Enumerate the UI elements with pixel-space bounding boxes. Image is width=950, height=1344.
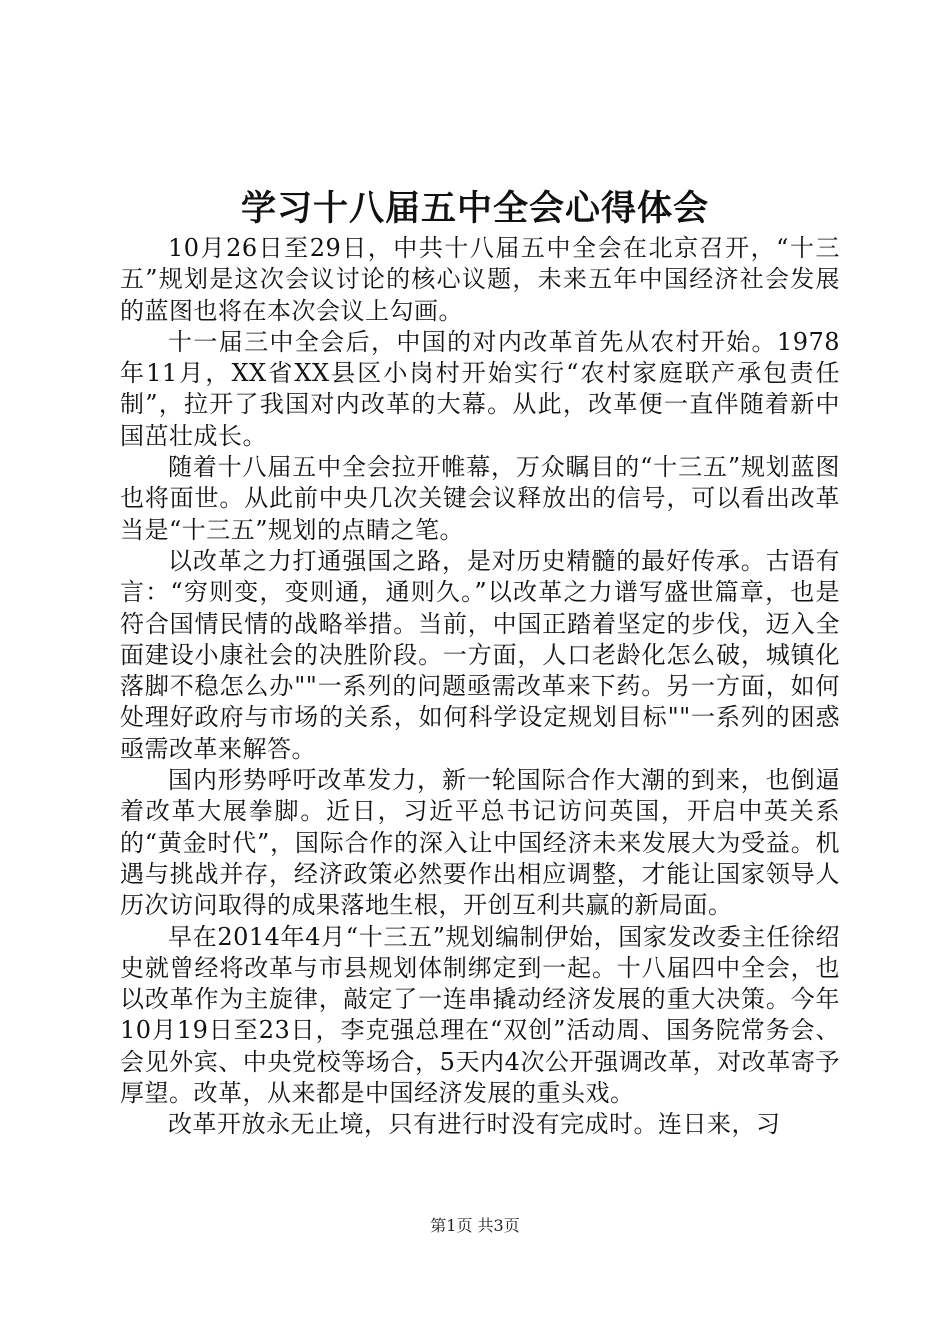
paragraph-1: 10月26日至29日，中共十八届五中全会在北京召开，“十三五”规划是这次会议讨论的核心议题，未来五年中国经济社会发展的蓝图也将在本次会议上勾画。 (120, 234, 840, 325)
paragraph-4: 以改革之力打通强国之路，是对历史精髓的最好传承。古语有言：“穷则变，变则通，通则久。”以改革之力谱写盛世篇章，也是符合国情民情的战略举措。当前，中国正踏着坚定的步伐，迈入全面建设小康社会的决胜阶段。一方面，人口老龄化怎么破，城镇化落脚不稳怎么办""一系列的问题亟需改革来下药。另一方面，如何处理好政府与市场的关系，如何科学设定规划目标""一系列的困惑亟需改革来解答。 (120, 546, 840, 763)
paragraph-6: 早在2014年4月“十三五”规划编制伊始，国家发改委主任徐绍史就曾经将改革与市县规划体制绑定到一起。十八届四中全会，也以改革作为主旋律，敲定了一连串撬动经济发展的重大决策。今年10月19日至23日，李克强总理在“双创”活动周、国务院常务会、会见外宾、中央党校等场合，5天内4次公开强调改革，对改革寄予厚望。改革，从来都是中国经济发展的重头戏。 (120, 922, 840, 1108)
paragraph-5: 国内形势呼吁改革发力，新一轮国际合作大潮的到来，也倒逼着改革大展拳脚。近日，习近平总书记访问英国，开启中英关系的“黄金时代”，国际合作的深入让中国经济未来发展大为受益。机遇与挑战并存，经济政策必然要作出相应调整，才能让国家领导人历次访问取得的成果落地生根，开创互利共赢的新局面。 (120, 766, 840, 920)
page-footer: 第1页 共3页 (430, 1216, 520, 1235)
paragraph-2: 十一届三中全会后，中国的对内改革首先从农村开始。1978年11月，XX省XX县区小岗村开始实行“农村家庭联产承包责任制”，拉开了我国对内改革的大幕。从此，改革便一直伴随着新中国茁壮成长。 (120, 327, 840, 450)
paragraph-7: 改革开放永无止境，只有进行时没有完成时。连日来，习 (168, 1110, 781, 1139)
document-body (120, 233, 840, 1141)
paragraph-3: 随着十八届五中全会拉开帷幕，万众瞩目的“十三五”规划蓝图也将面世。从此前中央几次关键会议释放出的信号，可以看出改革当是“十三五”规划的点睛之笔。 (120, 453, 840, 544)
document-title: 学习十八届五中全会心得体会 (240, 188, 709, 229)
